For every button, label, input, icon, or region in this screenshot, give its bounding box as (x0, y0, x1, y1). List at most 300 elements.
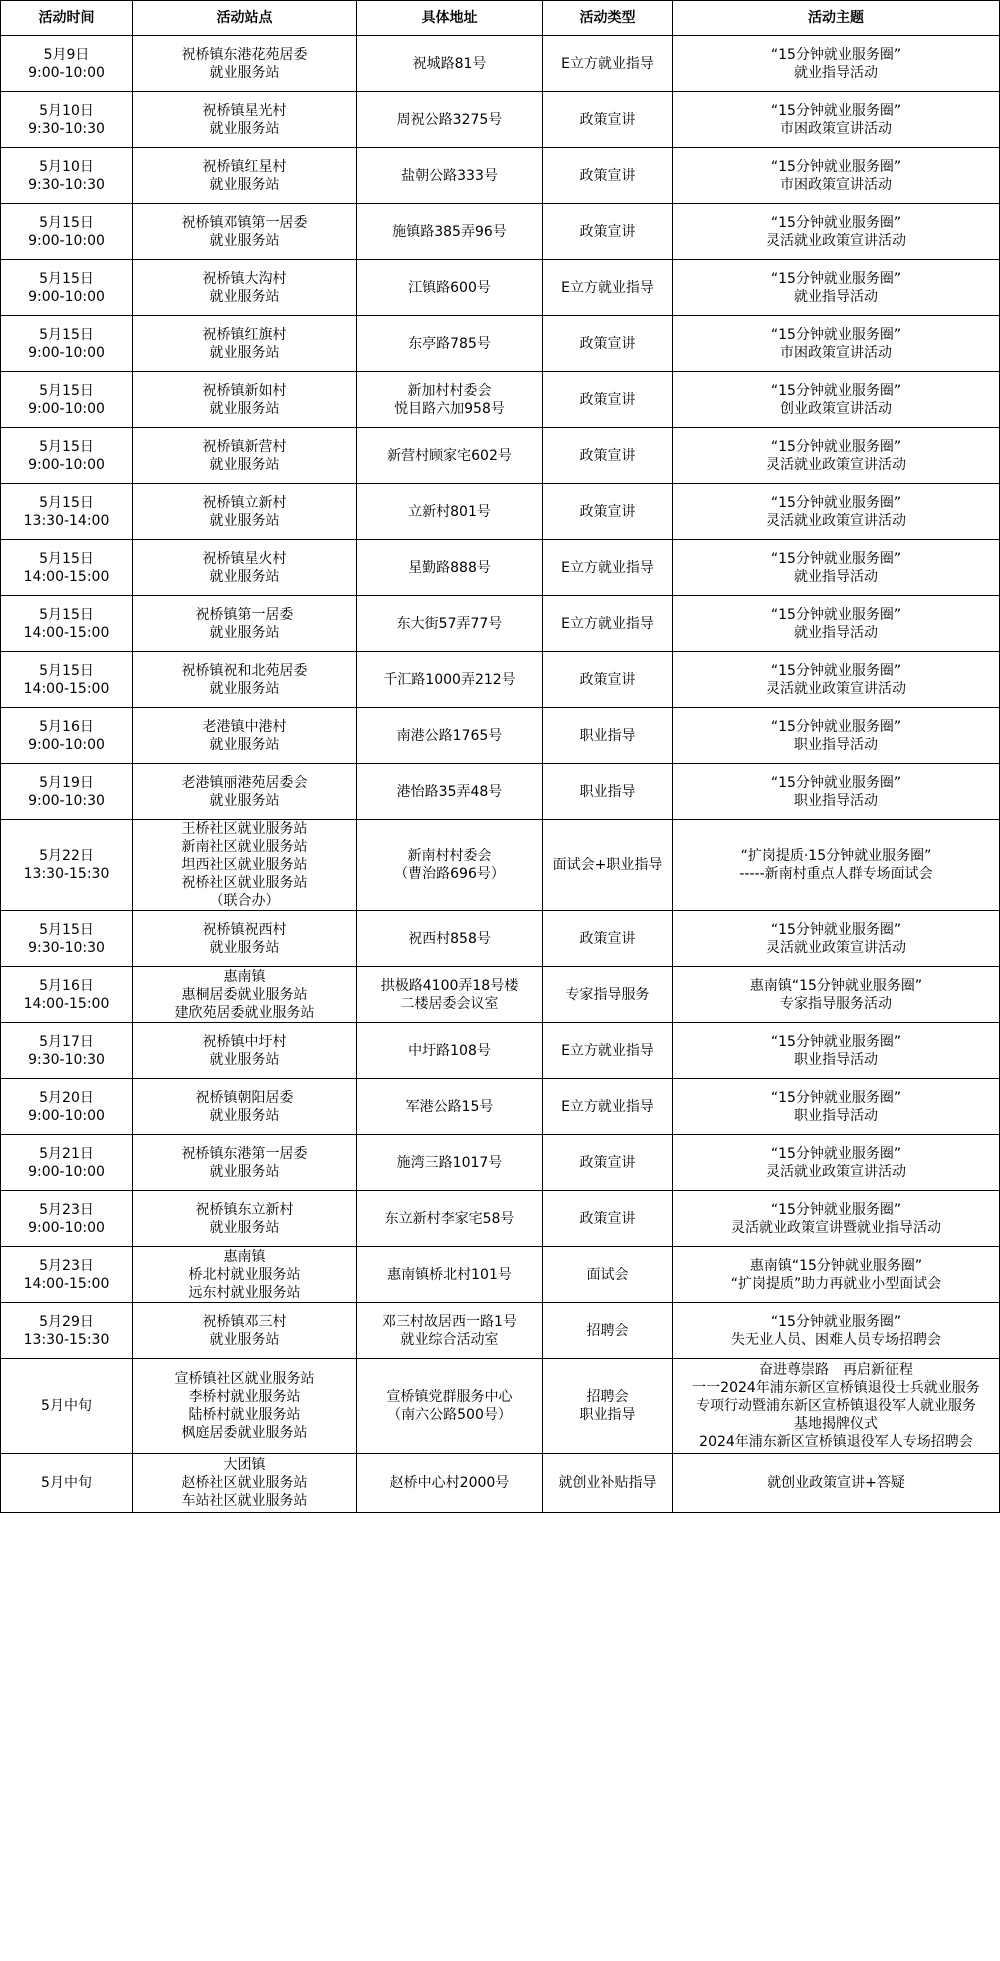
cell-site (133, 820, 357, 911)
table-row (1, 148, 1000, 204)
table-row (1, 1454, 1000, 1513)
cell-time (1, 911, 133, 967)
cell-address (357, 260, 543, 316)
cell-line: 建欣苑居委就业服务站 (174, 1004, 315, 1021)
cell-line: 5月10日 (39, 102, 94, 119)
cell-line: 9:00-10:00 (28, 1219, 105, 1236)
cell-line: 5月21日 (39, 1145, 94, 1162)
cell-line: 9:00-10:00 (28, 736, 105, 753)
cell-line: 政策宣讲 (579, 503, 636, 520)
cell-line: “15分钟就业服务圈” (770, 550, 902, 567)
cell-line: 立新村801号 (408, 503, 491, 520)
cell-line: E立方就业指导 (561, 279, 654, 296)
cell-line: 祝桥社区就业服务站 (181, 875, 308, 891)
cell-line: 5月9日 (43, 46, 90, 63)
cell-line: 9:00-10:30 (28, 792, 105, 809)
table-row (1, 708, 1000, 764)
cell-line: 就业指导活动 (794, 288, 878, 305)
table-row (1, 764, 1000, 820)
cell-line: 惠南镇“15分钟就业服务圈” (749, 977, 923, 994)
cell-line: 邓三村故居西一路1号 (382, 1313, 517, 1330)
cell-type (543, 967, 673, 1023)
cell-line: 施镇路385弄96号 (392, 223, 507, 240)
cell-line: “15分钟就业服务圈” (770, 921, 902, 938)
cell-line: 军港公路15号 (405, 1098, 494, 1115)
cell-address (357, 316, 543, 372)
cell-address (357, 596, 543, 652)
cell-site (133, 484, 357, 540)
cell-theme (673, 1303, 1000, 1359)
cell-site (133, 260, 357, 316)
cell-line: 9:30-10:30 (28, 939, 105, 956)
cell-line: 盐朝公路333号 (401, 167, 498, 184)
cell-line: 祝桥镇东港花苑居委 (181, 46, 308, 63)
cell-line: 9:30-10:30 (28, 176, 105, 193)
cell-line: 南港公路1765号 (396, 727, 503, 744)
cell-line: 5月22日 (39, 848, 94, 864)
cell-line: 奋进尊崇路 再启新征程 (759, 1362, 913, 1378)
cell-line: 9:00-10:00 (28, 288, 105, 305)
table-row (1, 1079, 1000, 1135)
table-row (1, 316, 1000, 372)
cell-theme (673, 596, 1000, 652)
cell-line: 9:00-10:00 (28, 1163, 105, 1180)
cell-theme (673, 428, 1000, 484)
cell-type (543, 764, 673, 820)
table-row (1, 1359, 1000, 1454)
cell-theme (673, 260, 1000, 316)
header-time: 活动时间 (1, 1, 133, 36)
cell-line: 职业指导活动 (794, 792, 878, 809)
cell-line: 5月10日 (39, 158, 94, 175)
cell-site (133, 1191, 357, 1247)
header-theme: 活动主题 (673, 1, 1000, 36)
cell-type (543, 148, 673, 204)
cell-type (543, 92, 673, 148)
cell-time (1, 1135, 133, 1191)
cell-time (1, 1023, 133, 1079)
cell-line: 宣桥镇党群服务中心 (386, 1389, 513, 1405)
cell-type (543, 1303, 673, 1359)
cell-line: 江镇路600号 (408, 279, 491, 296)
cell-line: 悦目路六加958号 (394, 400, 505, 417)
cell-line: 就业服务站 (209, 232, 280, 249)
cell-line: 5月15日 (39, 606, 94, 623)
cell-line: 赵桥社区就业服务站 (181, 1475, 308, 1491)
cell-line: “15分钟就业服务圈” (770, 1201, 902, 1218)
cell-line: 就业服务站 (209, 120, 280, 137)
header-type: 活动类型 (543, 1, 673, 36)
cell-site (133, 708, 357, 764)
cell-line: 祝西村858号 (408, 930, 491, 947)
cell-theme (673, 652, 1000, 708)
table-row (1, 540, 1000, 596)
cell-site (133, 1023, 357, 1079)
cell-time (1, 316, 133, 372)
cell-site (133, 1079, 357, 1135)
cell-line: 5月15日 (39, 494, 94, 511)
cell-line: 李桥村就业服务站 (188, 1389, 301, 1405)
cell-line: “扩岗提质”助力再就业小型面试会 (730, 1275, 942, 1292)
cell-time (1, 1191, 133, 1247)
cell-address (357, 484, 543, 540)
cell-line: 5月23日 (39, 1257, 94, 1274)
cell-theme (673, 372, 1000, 428)
cell-line: “15分钟就业服务圈” (770, 606, 902, 623)
cell-site (133, 1359, 357, 1454)
cell-site (133, 1135, 357, 1191)
cell-line: 祝桥镇东立新村 (195, 1201, 294, 1218)
cell-site (133, 92, 357, 148)
cell-line: 就业指导活动 (794, 568, 878, 585)
cell-line: 2024年浦东新区宣桥镇退役军人专场招聘会 (699, 1434, 973, 1450)
cell-line: “15分钟就业服务圈” (770, 1313, 902, 1330)
cell-line: 9:00-10:00 (28, 344, 105, 361)
cell-line: “15分钟就业服务圈” (770, 774, 902, 791)
cell-address (357, 820, 543, 911)
cell-time (1, 1247, 133, 1303)
table-row (1, 820, 1000, 911)
cell-theme (673, 911, 1000, 967)
cell-line: “15分钟就业服务圈” (770, 326, 902, 343)
cell-line: E立方就业指导 (561, 1042, 654, 1059)
cell-line: E立方就业指导 (561, 615, 654, 632)
cell-line: 政策宣讲 (579, 447, 636, 464)
cell-line: 职业指导活动 (794, 1051, 878, 1068)
table-row (1, 596, 1000, 652)
cell-line: 祝桥镇祝和北苑居委 (181, 662, 308, 679)
cell-type (543, 1247, 673, 1303)
cell-address (357, 1079, 543, 1135)
cell-type (543, 596, 673, 652)
cell-line: 9:00-10:00 (28, 456, 105, 473)
cell-address (357, 967, 543, 1023)
cell-line: 政策宣讲 (579, 1210, 636, 1227)
cell-line: “15分钟就业服务圈” (770, 102, 902, 119)
cell-line: 二楼居委会议室 (400, 995, 499, 1012)
cell-line: 5月16日 (39, 718, 94, 735)
cell-line: 祝桥镇红旗村 (202, 326, 287, 343)
cell-line: -----新南村重点人群专场面试会 (739, 866, 933, 882)
cell-line: 惠南镇 (223, 1248, 266, 1265)
cell-line: 政策宣讲 (579, 223, 636, 240)
cell-line: 灵活就业政策宣讲活动 (766, 1163, 906, 1180)
cell-line: 惠桐居委就业服务站 (181, 986, 308, 1003)
cell-time (1, 260, 133, 316)
cell-line: 祝桥镇东港第一居委 (181, 1145, 308, 1162)
cell-type (543, 36, 673, 92)
cell-line: 5月15日 (39, 270, 94, 287)
cell-time (1, 820, 133, 911)
table-row (1, 1303, 1000, 1359)
cell-line: 惠南镇 (223, 968, 266, 985)
cell-line: 5月15日 (39, 550, 94, 567)
cell-type (543, 204, 673, 260)
cell-line: “15分钟就业服务圈” (770, 270, 902, 287)
cell-line: 老港镇中港村 (202, 718, 287, 735)
cell-line: 政策宣讲 (579, 671, 636, 688)
cell-line: 5月15日 (39, 438, 94, 455)
cell-line: 祝桥镇星光村 (202, 102, 287, 119)
cell-line: 祝桥镇大沟村 (202, 270, 287, 287)
cell-line: 就业服务站 (209, 939, 280, 956)
cell-line: 大团镇 (223, 1457, 266, 1473)
cell-line: 9:00-10:00 (28, 1107, 105, 1124)
cell-theme (673, 708, 1000, 764)
cell-address (357, 540, 543, 596)
cell-line: 就业服务站 (209, 624, 280, 641)
cell-line: 祝桥镇立新村 (202, 494, 287, 511)
cell-line: 就业综合活动室 (400, 1331, 499, 1348)
cell-theme (673, 1023, 1000, 1079)
cell-line: 市困政策宣讲活动 (780, 176, 892, 193)
cell-line: 就业服务站 (209, 1219, 280, 1236)
table-row (1, 36, 1000, 92)
cell-line: 市困政策宣讲活动 (780, 344, 892, 361)
cell-line: 9:00-10:00 (28, 64, 105, 81)
cell-address (357, 1191, 543, 1247)
cell-line: “15分钟就业服务圈” (770, 1089, 902, 1106)
cell-line: 招聘会 (586, 1322, 629, 1339)
cell-theme (673, 1079, 1000, 1135)
cell-line: 赵桥中心村2000号 (389, 1475, 510, 1491)
cell-theme (673, 967, 1000, 1023)
cell-address (357, 652, 543, 708)
cell-address (357, 372, 543, 428)
cell-line: 就业服务站 (209, 736, 280, 753)
cell-line: “15分钟就业服务圈” (770, 158, 902, 175)
cell-site (133, 372, 357, 428)
cell-line: 港怡路35弄48号 (396, 783, 503, 800)
cell-time (1, 1079, 133, 1135)
cell-line: 祝桥镇新营村 (202, 438, 287, 455)
cell-line: 灵活就业政策宣讲活动 (766, 680, 906, 697)
cell-line: 14:00-15:00 (23, 624, 110, 641)
cell-type (543, 316, 673, 372)
cell-line: 就业指导活动 (794, 64, 878, 81)
cell-line: 施湾三路1017号 (396, 1154, 503, 1171)
cell-line: 东立新村李家宅58号 (384, 1210, 515, 1227)
cell-line: 新南社区就业服务站 (181, 839, 308, 855)
cell-time (1, 92, 133, 148)
cell-line: 职业指导 (579, 783, 636, 800)
cell-theme (673, 764, 1000, 820)
cell-line: 就业服务站 (209, 512, 280, 529)
cell-line: 9:30-10:30 (28, 120, 105, 137)
cell-line: 中圩路108号 (408, 1042, 491, 1059)
cell-theme (673, 92, 1000, 148)
cell-line: 灵活就业政策宣讲暨就业指导活动 (731, 1219, 941, 1236)
header-address: 具体地址 (357, 1, 543, 36)
header-row (1, 1, 1000, 36)
cell-line: 5月15日 (39, 214, 94, 231)
cell-line: 就业服务站 (209, 344, 280, 361)
cell-line: “15分钟就业服务圈” (770, 1145, 902, 1162)
cell-line: 新南村村委会 (407, 848, 492, 864)
cell-line: 东大街57弄77号 (396, 615, 503, 632)
cell-line: 远东村就业服务站 (188, 1284, 301, 1301)
cell-theme (673, 1454, 1000, 1513)
cell-line: 就业服务站 (209, 1051, 280, 1068)
cell-line: 就创业政策宣讲+答疑 (767, 1475, 905, 1491)
cell-site (133, 967, 357, 1023)
table-row (1, 204, 1000, 260)
cell-line: 职业指导活动 (794, 736, 878, 753)
cell-line: 职业指导 (579, 727, 636, 744)
cell-line: 市困政策宣讲活动 (780, 120, 892, 137)
cell-line: 东亭路785号 (408, 335, 491, 352)
cell-line: 惠南镇“15分钟就业服务圈” (749, 1257, 923, 1274)
cell-type (543, 708, 673, 764)
cell-theme (673, 148, 1000, 204)
cell-line: 星勤路888号 (408, 559, 491, 576)
cell-type (543, 911, 673, 967)
cell-line: 专家指导服务活动 (780, 995, 892, 1012)
cell-line: 政策宣讲 (579, 391, 636, 408)
cell-line: 坦西社区就业服务站 (181, 857, 308, 873)
table-row (1, 260, 1000, 316)
cell-line: 新营村顾家宅602号 (387, 447, 512, 464)
cell-line: E立方就业指导 (561, 1098, 654, 1115)
cell-theme (673, 820, 1000, 911)
cell-site (133, 1247, 357, 1303)
cell-line: 就业服务站 (209, 680, 280, 697)
cell-line: 宣桥镇社区就业服务站 (174, 1371, 315, 1387)
cell-line: 祝桥镇中圩村 (202, 1033, 287, 1050)
cell-line: 祝桥镇星火村 (202, 550, 287, 567)
cell-line: 创业政策宣讲活动 (780, 400, 892, 417)
cell-line: 专项行动暨浦东新区宣桥镇退役军人就业服务 (696, 1398, 976, 1414)
cell-line: 祝桥镇邓三村 (202, 1313, 287, 1330)
cell-line: （南六公路500号） (387, 1407, 512, 1423)
cell-line: 13:30-14:00 (23, 512, 110, 529)
cell-line: （曹治路696号） (394, 866, 505, 882)
cell-line: 5月29日 (39, 1313, 94, 1330)
cell-time (1, 484, 133, 540)
cell-line: 5月15日 (39, 662, 94, 679)
cell-line: 老港镇丽港苑居委会 (181, 774, 308, 791)
cell-line: 周祝公路3275号 (396, 111, 503, 128)
cell-line: E立方就业指导 (561, 55, 654, 72)
cell-line: 13:30-15:30 (23, 1331, 110, 1348)
cell-address (357, 204, 543, 260)
cell-line: 失无业人员、困难人员专场招聘会 (731, 1331, 941, 1348)
cell-time (1, 428, 133, 484)
cell-line: 职业指导 (579, 1407, 636, 1423)
cell-line: 政策宣讲 (579, 1154, 636, 1171)
cell-site (133, 1303, 357, 1359)
cell-type (543, 1191, 673, 1247)
cell-theme (673, 1247, 1000, 1303)
cell-line: 就业服务站 (209, 1163, 280, 1180)
cell-address (357, 764, 543, 820)
cell-address (357, 428, 543, 484)
cell-line: 5月15日 (39, 382, 94, 399)
cell-line: 5月23日 (39, 1201, 94, 1218)
cell-time (1, 1454, 133, 1513)
cell-line: 车站社区就业服务站 (181, 1493, 308, 1509)
table-row (1, 967, 1000, 1023)
table-row (1, 1023, 1000, 1079)
cell-line: “15分钟就业服务圈” (770, 46, 902, 63)
cell-time (1, 1303, 133, 1359)
cell-site (133, 911, 357, 967)
cell-theme (673, 1135, 1000, 1191)
cell-line: 就业服务站 (209, 176, 280, 193)
cell-site (133, 148, 357, 204)
cell-type (543, 820, 673, 911)
cell-line: 灵活就业政策宣讲活动 (766, 939, 906, 956)
cell-theme (673, 36, 1000, 92)
cell-line: 5月15日 (39, 921, 94, 938)
cell-line: “15分钟就业服务圈” (770, 214, 902, 231)
cell-line: E立方就业指导 (561, 559, 654, 576)
cell-time (1, 36, 133, 92)
cell-time (1, 708, 133, 764)
cell-line: 5月20日 (39, 1089, 94, 1106)
cell-time (1, 540, 133, 596)
cell-site (133, 596, 357, 652)
cell-line: 政策宣讲 (579, 167, 636, 184)
cell-line: 5月17日 (39, 1033, 94, 1050)
header-site: 活动站点 (133, 1, 357, 36)
table-row (1, 1247, 1000, 1303)
cell-line: 王桥社区就业服务站 (181, 821, 308, 837)
cell-line: 9:00-10:00 (28, 232, 105, 249)
cell-site (133, 316, 357, 372)
cell-line: 一一2024年浦东新区宣桥镇退役士兵就业服务 (692, 1380, 980, 1396)
cell-line: （联合办） (209, 893, 280, 909)
cell-type (543, 540, 673, 596)
cell-line: 灵活就业政策宣讲活动 (766, 232, 906, 249)
table-row (1, 1191, 1000, 1247)
cell-theme (673, 316, 1000, 372)
cell-theme (673, 1191, 1000, 1247)
cell-line: 枫庭居委就业服务站 (181, 1425, 308, 1441)
cell-site (133, 1454, 357, 1513)
cell-type (543, 1135, 673, 1191)
cell-line: 14:00-15:00 (23, 568, 110, 585)
cell-line: 专家指导服务 (565, 986, 650, 1003)
cell-line: 桥北村就业服务站 (188, 1266, 301, 1283)
cell-line: 5月中旬 (41, 1475, 92, 1491)
cell-line: “15分钟就业服务圈” (770, 382, 902, 399)
cell-site (133, 652, 357, 708)
cell-line: 面试会 (586, 1266, 629, 1283)
cell-site (133, 204, 357, 260)
cell-site (133, 36, 357, 92)
cell-type (543, 1023, 673, 1079)
cell-line: 拱极路4100弄18号楼 (380, 977, 519, 994)
cell-site (133, 428, 357, 484)
cell-line: “扩岗提质·15分钟就业服务圈” (740, 848, 932, 864)
cell-line: 就业服务站 (209, 1331, 280, 1348)
cell-line: 政策宣讲 (579, 111, 636, 128)
cell-type (543, 372, 673, 428)
cell-address (357, 1454, 543, 1513)
cell-line: 政策宣讲 (579, 930, 636, 947)
cell-line: 5月19日 (39, 774, 94, 791)
cell-address (357, 1023, 543, 1079)
cell-line: 惠南镇桥北村101号 (387, 1266, 512, 1283)
cell-line: 面试会+职业指导 (552, 857, 663, 873)
cell-site (133, 764, 357, 820)
cell-time (1, 204, 133, 260)
cell-line: 9:00-10:00 (28, 400, 105, 417)
table-row (1, 428, 1000, 484)
cell-line: 就业服务站 (209, 456, 280, 473)
table-row (1, 372, 1000, 428)
